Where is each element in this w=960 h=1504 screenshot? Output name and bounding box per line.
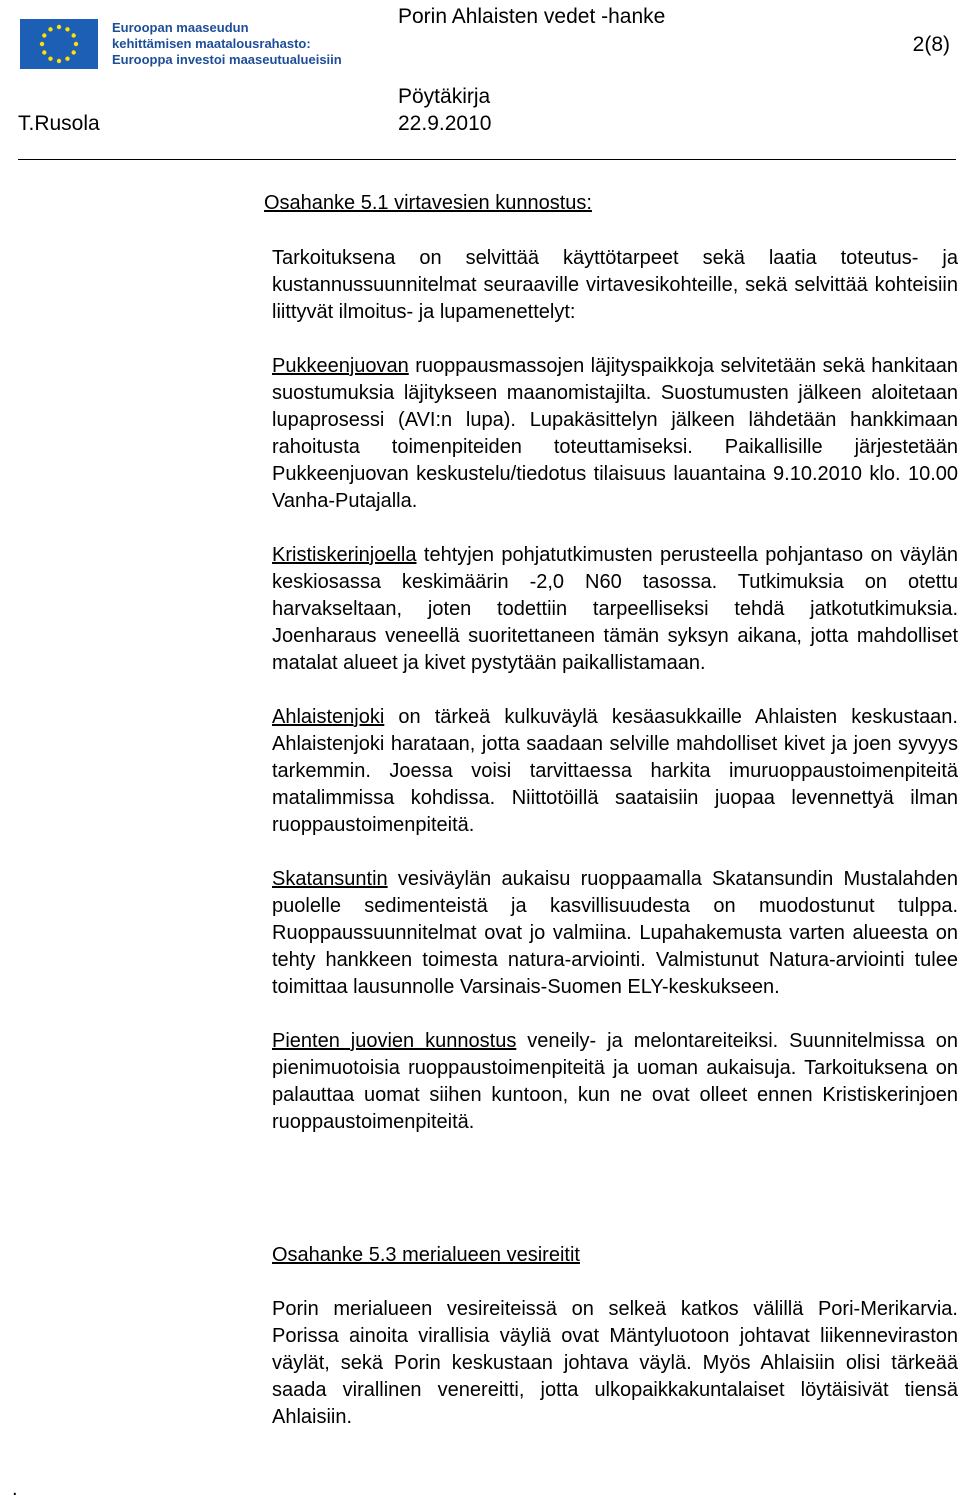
eu-star (65, 57, 69, 61)
logo-line: Euroopan maaseudun (112, 20, 249, 35)
eu-fund-logo (20, 16, 360, 72)
paragraph-text: veneily- ja melontareiteiksi. Suunnitelmissa on pienimuotoisia ruoppaustoimenpiteitä ja uoman aukaisuja. Tarkoituksena on palauttaa uomat siihen kuntoon, kun ne ovat olleet ennen Kristiskerinjoen ruoppaustoimenpiteitä. (272, 1030, 959, 1133)
eu-star (74, 42, 78, 46)
eu-star (65, 27, 69, 31)
author: T.Rusola (18, 112, 100, 135)
footer-mark: . (12, 1478, 18, 1500)
eu-star (72, 33, 76, 37)
eu-flag-icon (20, 19, 98, 69)
paragraph-pienet-juovat (272, 1028, 958, 1136)
document-type: Pöytäkirja (398, 85, 491, 108)
paragraph-text: vesiväylän aukaisu ruoppaamalla Skatansundin Mustalahden puolelle sedimenteistä ja kasvillisuudesta on muodostunut tulppa. Ruoppaussuunnitelmat ovat jo valmiina. Lupahakemusta varten alueesta on tehty hankkeen toimesta natura-arviointi. Valmistunut Natura-arviointi tulee toimittaa lausunnolle Varsinais-Suomen ELY-keskukseen. (272, 868, 958, 998)
paragraph-lead: Pukkeenjuovan (272, 355, 409, 377)
paragraph-text: ruoppausmassojen läjityspaikkoja selvitetään sekä hankitaan suostumuksia läjitykseen maanomistajilta. Suostumusten jälkeen aloitetaan lupaprosessi (AVI:n lupa). Lupakäsittelyn jälkeen lähdetään hankkimaan rahoitusta toimenpiteiden toteuttamiseksi. Paikallisille järjestetään Pukkeenjuovan keskustelu/tiedotus tilaisuus lauantaina 9.10.2010 klo. 10.00 Vanha-Putajalla. (272, 355, 958, 512)
eu-star (40, 42, 44, 46)
paragraph-pukkeenjuova (272, 353, 958, 515)
paragraph-ahlaistenjoki (272, 704, 958, 839)
paragraph-text: tehtyjen pohjatutkimusten perusteella pohjantaso on väylän keskiosassa keskimäärin -2,0 N60 tasossa. Tutkimuksia on otettu harvakseltaan, joten todettiin tarpeelliseksi tehdä jatkotutkimuksia. Joenharaus veneellä suoritettaneen tämän syksyn aikana, jotta mahdolliset matalat alueet ja kivet pystytään paikallistamaan. (272, 544, 958, 674)
document-date: 22.9.2010 (398, 112, 492, 135)
paragraph-text: on tärkeä kulkuväylä kesäasukkaille Ahlaisten keskustaan. Ahlaistenjoki haratаan, jotta saadaan selville mahdolliset kivet ja joen syvyys tarkemmin. Joessa voisi tarvittaessa harkita imuruoppaustoimenpiteitä matalimmissa kohdissa. Niittotöillä saataisiin juopaa levennettyä ilman ruoppaustoimenpiteitä. (272, 706, 958, 836)
page-header (0, 0, 960, 170)
project-title: Porin Ahlaisten vedet -hanke (398, 5, 666, 28)
eu-star (42, 50, 46, 54)
paragraph-merialue: Porin merialueen vesireiteissä on selkeä katkos välillä Pori-Merikarvia. Porissa ainoita virallisia väyliä ovat Mäntyluotoon johtavat liikenneviraston väylät, sekä Porin keskustaan johtava väylä. Myös Ahlaisiin olisi tärkeää saada virallinen venereitti, jotta ulkopaikkakuntalaiset löytäisivät tiensä Ahlaisiin. (272, 1298, 958, 1428)
paragraph-lead: Kristiskerinjoella (272, 544, 417, 566)
logo-line: Eurooppa investoi maaseutualueisiin (112, 52, 342, 67)
document-body (272, 245, 958, 1163)
logo-line: kehittämisen maatalousrahasto: (112, 36, 311, 51)
paragraph-lead: Ahlaistenjoki (272, 706, 385, 728)
document-body-5-3 (272, 1296, 958, 1458)
header-divider (18, 159, 956, 160)
eu-star (48, 27, 52, 31)
intro-paragraph: Tarkoituksena on selvittää käyttötarpeet sekä laatia toteutus- ja kustannussuunnitelmat seuraaville virtavesikohteille, sekä selvittää kohteisiin liittyvät ilmoitus- ja lupamenettelyt: (272, 247, 958, 323)
logo-text (112, 20, 342, 68)
eu-star (57, 59, 61, 63)
eu-star (42, 33, 46, 37)
paragraph-kristiskerinjoki (272, 542, 958, 677)
page-number: 2(8) (912, 33, 950, 56)
eu-star (57, 25, 61, 29)
section-heading-5-3: Osahanke 5.3 merialueen vesireitit (272, 1244, 580, 1266)
eu-star (48, 57, 52, 61)
eu-star (72, 50, 76, 54)
section-heading-5-1: Osahanke 5.1 virtavesien kunnostus: (264, 192, 592, 214)
paragraph-lead: Skatansuntin (272, 868, 388, 890)
paragraph-skatansunti (272, 866, 958, 1001)
paragraph-lead: Pienten juovien kunnostus (272, 1030, 517, 1052)
